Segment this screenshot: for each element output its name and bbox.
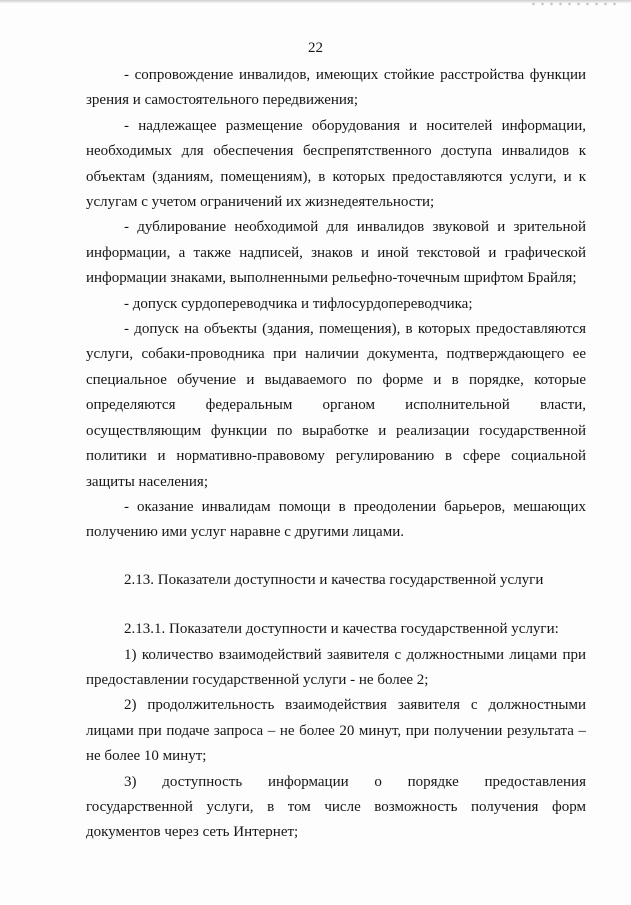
paragraph-interpreter: - допуск сурдопереводчика и тифлосурдопереводчика; [124, 295, 473, 312]
paragraph-interactions: 1) количество взаимодействий заявителя с должностными лицами при предоставлении государственной услуги - не более 2; [86, 646, 586, 688]
document-body [86, 63, 586, 846]
paragraph-assistance: - оказание инвалидам помощи в преодолении барьеров, мешающих получению ими услуг наравне с другими лицами. [86, 498, 586, 541]
subsection-heading: 2.13.1. Показатели доступности и качества государственной услуги: [124, 621, 559, 638]
scan-artifact [529, 1, 619, 7]
spacer [86, 546, 586, 568]
paragraph-duration: 2) продолжительность взаимодействия заявителя с должностными лицами при подаче запроса – не более 20 минут, при получении результата – не более 10 минут; [86, 697, 586, 765]
paragraph-braille: - дублирование необходимой для инвалидов звуковой и зрительной информации, а также надписей, знаков и иной текстовой и графической информации знаками, выполненными рельефно-точечным шрифтом Брайля; [86, 219, 586, 287]
page-number: 22 [308, 40, 323, 56]
paragraph-escort: - сопровождение инвалидов, имеющих стойкие расстройства функции зрения и самостоятельного передвижения; [86, 67, 586, 109]
spacer [86, 593, 586, 617]
paragraph-equipment: - надлежащее размещение оборудования и носителей информации, необходимых для обеспечения беспрепятственного доступа инвалидов к объектам (зданиям, помещениям), в которых предоставляются услуги, и к услугам с учетом ограничений их жизнедеятельности; [86, 117, 586, 211]
paragraph-guide-dog: - допуск на объекты (здания, помещения), в которых предоставляются услуги, собаки-проводника при наличии документа, подтверждающего ее специальное обучение и выдаваемого по форме и в порядке, которые определяются федеральным органом исполнительной власти, осуществляющим функции по выработке и реализации государственной политики и нормативно-правовому регулированию в сфере социальной защиты населения; [86, 321, 586, 490]
paragraph-availability: 3) доступность информации о порядке предоставления государственной услуги, в том числе возможность получения форм документов через сеть Интернет; [86, 773, 586, 841]
section-heading: 2.13. Показатели доступности и качества государственной услуги [124, 571, 544, 588]
